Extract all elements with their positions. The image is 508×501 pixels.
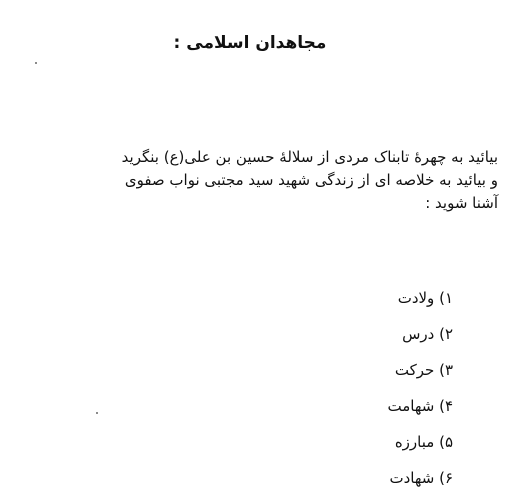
scan-speck bbox=[96, 412, 98, 414]
intro-paragraph bbox=[8, 146, 498, 215]
list-item: ۵) مبارزه bbox=[394, 433, 453, 451]
list-item: ۶) شهادت bbox=[389, 469, 453, 487]
paragraph-line: آشنا شوید : bbox=[425, 194, 498, 212]
list-item: ۱) ولادت bbox=[397, 289, 453, 307]
list-item: ۴) شهامت bbox=[387, 397, 453, 415]
scan-speck bbox=[35, 62, 37, 64]
paragraph-line: بیائید به چهرهٔ تابناک مردی از سلالهٔ حسین بن علی(ع) بنگرید bbox=[121, 148, 498, 166]
topics-list bbox=[313, 285, 453, 501]
list-item: ۲) درس bbox=[402, 325, 453, 343]
paragraph-line: و بیائید به خلاصه ای از زندگی شهید سید مجتبی نواب صفوی bbox=[124, 171, 498, 189]
page-title: مجاهدان اسلامی : bbox=[173, 33, 327, 53]
list-item: ۳) حرکت bbox=[394, 361, 453, 379]
